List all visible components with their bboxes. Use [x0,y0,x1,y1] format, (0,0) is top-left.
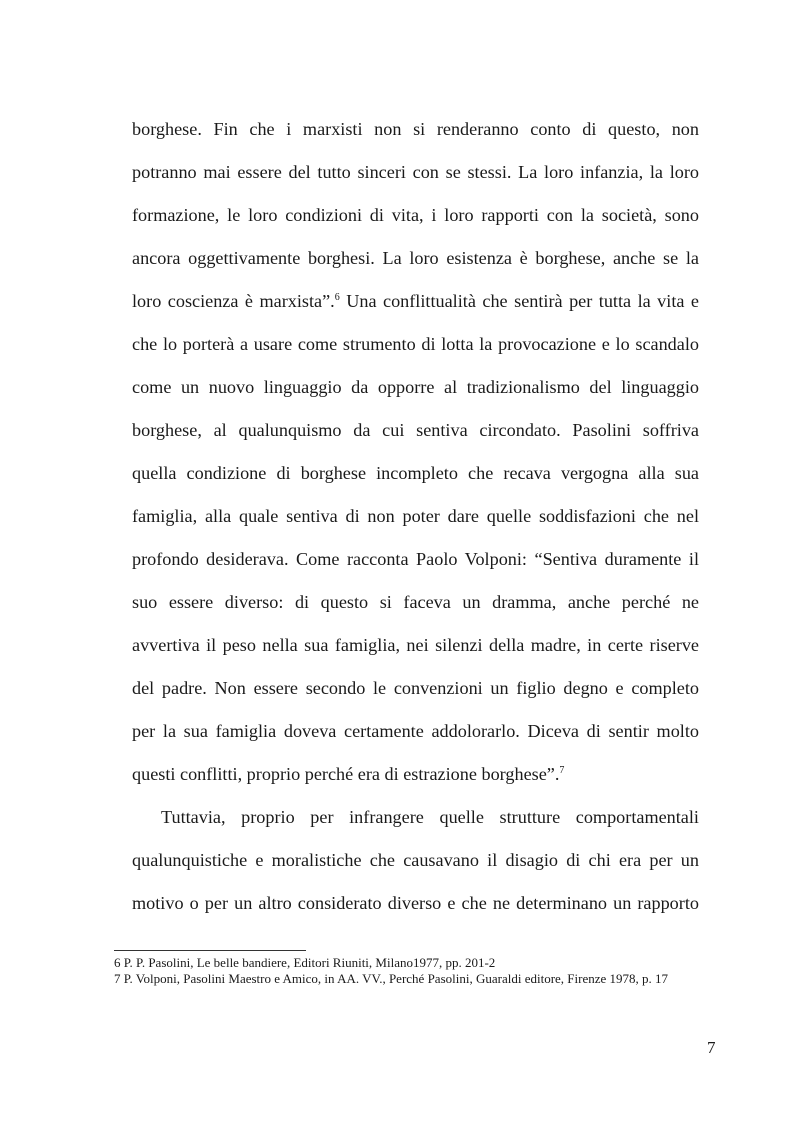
text-segment: loro coscienza è marxista”. [132,291,335,311]
text-line: borghese. Fin che i marxisti non si renderanno conto di questo, non [132,119,699,139]
footnote-ref-7[interactable]: 7 [559,765,565,776]
text-line: del padre. Non essere secondo le convenzioni un figlio degno e completo [132,678,699,698]
footnotes [114,955,720,987]
text-segment: questi conflitti, proprio perché era di estrazione borghese”. [132,764,560,784]
text-line [132,759,699,802]
page-number: 7 [707,1038,716,1057]
text-line: borghese, al qualunquismo da cui sentiva circondato. Pasolini soffriva [132,420,699,440]
text-line: famiglia, alla quale sentiva di non poter dare quelle soddisfazioni che nel [132,506,699,526]
text-line: quella condizione di borghese incompleto che recava vergogna alla sua [132,463,699,483]
text-line: qualunquistiche e moralistiche che causavano il disagio di chi era per un [132,850,699,870]
text-line: ancora oggettivamente borghesi. La loro esistenza è borghese, anche se la [132,248,699,268]
text-line: potranno mai essere del tutto sinceri con se stessi. La loro infanzia, la loro [132,162,699,182]
footnote-6: 6 P. P. Pasolini, Le belle bandiere, Editori Riuniti, Milano1977, pp. 201-2 [114,955,496,970]
text-line: per la sua famiglia doveva certamente addolorarlo. Diceva di sentir molto [132,721,699,741]
text-line: che lo porterà a usare come strumento di lotta la provocazione e lo scandalo [132,334,699,354]
text-line: Tuttavia, proprio per infrangere quelle strutture comportamentali [161,807,699,827]
text-segment: Una conflittualità che sentirà per tutta la vita e [339,291,699,311]
text-line: come un nuovo linguaggio da opporre al tradizionalismo del linguaggio [132,377,699,397]
text-line [132,286,699,329]
text-line: avvertiva il peso nella sua famiglia, nei silenzi della madre, in certe riserve [132,635,699,655]
text-line: suo essere diverso: di questo si faceva un dramma, anche perché ne [132,592,699,612]
text-line: profondo desiderava. Come racconta Paolo Volponi: “Sentiva duramente il [132,549,699,569]
footnote-7: 7 P. Volponi, Pasolini Maestro e Amico, in AA. VV., Perché Pasolini, Guaraldi editore, Firenze 1978, p. 17 [114,971,669,986]
footnote-separator [114,950,306,951]
body-text [132,114,699,931]
footnote-ref-6[interactable]: 6 [334,292,340,303]
text-line: motivo o per un altro considerato diverso e che ne determinano un rapporto [132,893,699,913]
text-line: formazione, le loro condizioni di vita, i loro rapporti con la società, sono [132,205,699,225]
